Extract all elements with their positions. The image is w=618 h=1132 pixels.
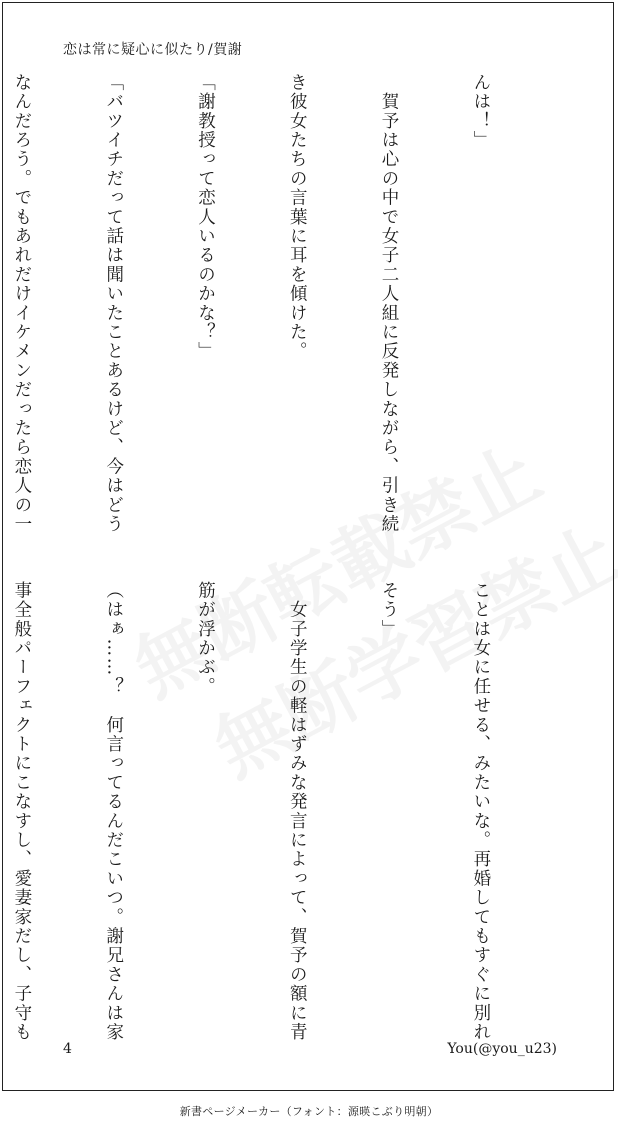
text-line: 「謝教授って恋人いるのかな？」 (195, 73, 216, 361)
text-line: ことは女に任せる、みたいな。再婚してもすぐに別れ (470, 581, 491, 1042)
page-number: 4 (63, 1041, 72, 1057)
text-line: （はぁ……？ 何言ってるんだこいつ。謝兄さんは家 (103, 581, 124, 1042)
page-title: 恋は常に疑心に似たり/賀謝 (63, 42, 243, 58)
text-line: 女子学生の軽はずみな発言によって、賀予の額に青 (287, 581, 308, 1042)
text-block-upper (11, 73, 557, 553)
text-line: 賀予は心の中で女子二人組に反発しながら、引き続 (379, 73, 400, 534)
text-line: 「バツイチだって話は聞いたことあるけど、今はどう (103, 73, 124, 534)
author-credit: You(@you_u23) (447, 1041, 557, 1057)
text-line: なんだろう。でもあれだけイケメンだったら恋人の一 (11, 73, 32, 534)
text-line: 事全般パーフェクトにこなすし、愛妻家だし、子守も (11, 581, 32, 1042)
text-block-lower (11, 581, 557, 1042)
text-line: そう」 (379, 581, 400, 639)
text-line: 筋が浮かぶ。 (195, 581, 216, 697)
text-line: き彼女たちの言葉に耳を傾けた。 (287, 73, 308, 361)
generator-caption: 新書ページメーカー（フォント：源暎こぶり明朝） (179, 1105, 439, 1118)
text-line: んは！」 (470, 73, 491, 150)
book-page (2, 2, 614, 1091)
